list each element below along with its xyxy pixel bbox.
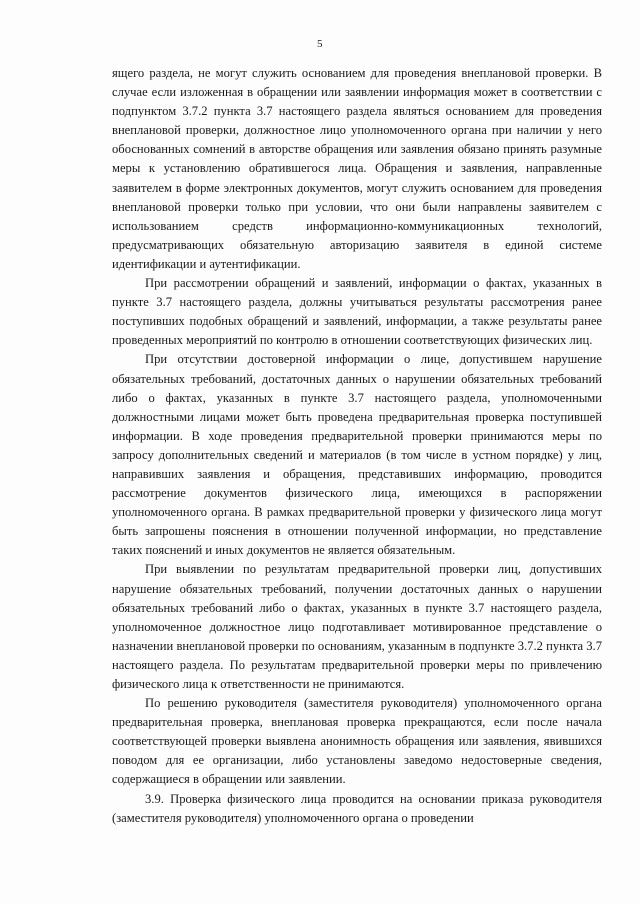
paragraph-review-appeals: При рассмотрении обращений и заявлений, информации о фактах, указанных в пункте 3.7 настоящего раздела, должны учитываться результаты рассмотрения ранее поступивших подобных обращений и заявлений, информации, а также результаты ранее проведенных мероприятий по контролю в отношении соответствующих физических лиц. (112, 276, 602, 348)
page-number: 5 (317, 38, 323, 50)
paragraph-section-3-9: 3.9. Проверка физического лица проводится на основании приказа руководителя (заместителя руководителя) уполномоченного органа о проведении (112, 791, 602, 825)
paragraph-continuation: ящего раздела, не могут служить основанием для проведения внеплановой проверки. В случае если изложенная в обращении или заявлении информация может в соответствии с подпунктом 3.7.2 пункта 3.7 настоящего раздела являться основанием для проведения внеплановой проверки, должностное лицо уполномоченного органа при наличии у него обоснованных сомнений в авторстве обращения или заявления обязано принять разумные меры к установлению обратившегося лица. Обращения и заявления, направленные заявителем в форме электронных документов, могут служить основанием для проведения внеплановой проверки только при условии, что они были направлены заявителем с использованием средств информационно-коммуникационных технологий, предусматривающих обязательную авторизацию заявителя в единой системе идентификации и аутентификации. (112, 66, 602, 271)
paragraph-preliminary-check: При отсутствии достоверной информации о лице, допустившем нарушение обязательных требований, достаточных данных о нарушении обязательных требований либо о фактах, указанных в пункте 3.7 настоящего раздела, уполномоченными должностными лицами может быть проведена предварительная проверка поступившей информации. В ходе проведения предварительной проверки принимаются меры по запросу дополнительных сведений и материалов (в том числе в устном порядке) у лиц, направивших заявления и обращения, представивших информацию, проводится рассмотрение документов физического лица, имеющихся в распоряжении уполномоченного органа. В рамках предварительной проверки у физического лица могут быть запрошены пояснения в отношении полученной информации, но представление таких пояснений и иных документов не является обязательным. (112, 352, 602, 558)
paragraph-termination: По решению руководителя (заместителя руководителя) уполномоченного органа предварительная проверка, внеплановая проверка прекращаются, если после начала соответствующей проверки выявлена анонимность обращения или заявления, явившихся поводом для ее организации, либо установлены заведомо недостоверные сведения, содержащиеся в обращении или заявлении. (112, 696, 602, 787)
document-body (112, 64, 602, 828)
paragraph-check-results: При выявлении по результатам предварительной проверки лиц, допустивших нарушение обязательных требований, получении достаточных данных о нарушении обязательных требований либо о фактах, указанных в пункте 3.7 настоящего раздела, уполномоченное должностное лицо подготавливает мотивированное представление о назначении внеплановой проверки по основаниям, указанным в подпункте 3.7.2 пункта 3.7 настоящего раздела. По результатам предварительной проверки меры по привлечению физического лица к ответственности не принимаются. (112, 562, 602, 691)
